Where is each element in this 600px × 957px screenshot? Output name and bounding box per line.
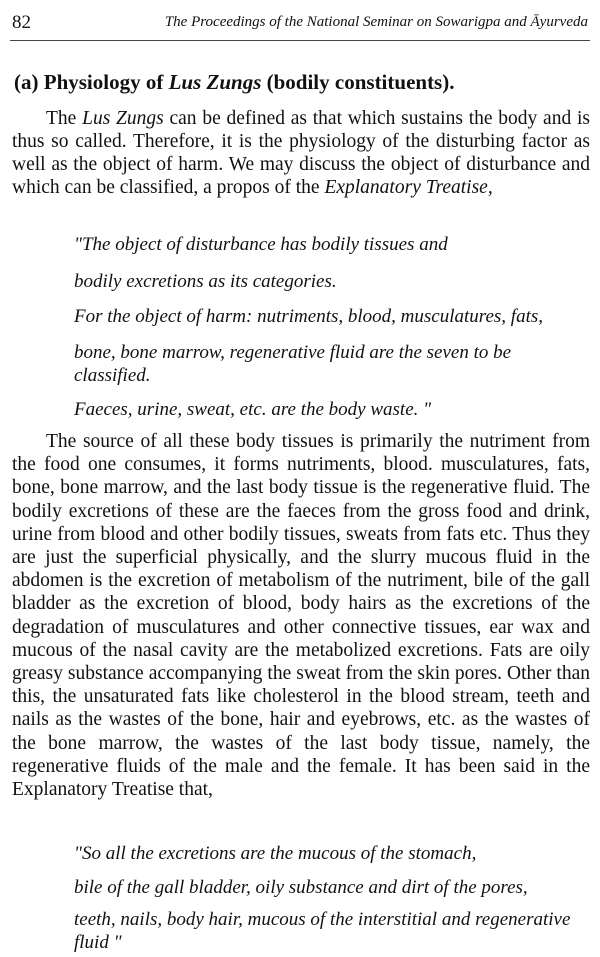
section-heading xyxy=(14,70,590,95)
quote1-line5: Faeces, urine, sweat, etc. are the body waste. " xyxy=(74,399,432,420)
quote2-line1: "So all the excretions are the mucous of the stomach, xyxy=(74,843,477,864)
para1-italic-source: Explanatory Treatise, xyxy=(324,177,493,198)
quote2-line2: bile of the gall bladder, oily substance and dirt of the pores, xyxy=(74,877,528,898)
quote2-line3: teeth, nails, body hair, mucous of the interstitial and regenerative fluid " xyxy=(74,909,571,953)
running-title: The Proceedings of the National Seminar on Sowarigpa and Āyurveda xyxy=(164,14,588,30)
quote1-line1: "The object of disturbance has bodily tissues and xyxy=(74,234,448,255)
para1-italic-term: Lus Zungs xyxy=(82,108,164,129)
page-number: 82 xyxy=(12,12,31,33)
header-rule xyxy=(10,40,590,41)
para1-text-2: can be defined as that which sustains the body and is thus so called. Therefore, it is the physiology of the disturbing factor as well as the object of harm. We may discuss the object of disturbance and which can be classified, a propos of the xyxy=(12,108,590,198)
paragraph-intro xyxy=(12,107,590,199)
heading-italic: Lus Zungs xyxy=(168,70,262,94)
quote1-line4: bone, bone marrow, regenerative fluid are the seven to be classified. xyxy=(74,342,512,386)
paragraph-body xyxy=(12,430,590,801)
heading-suffix: (bodily constituents). xyxy=(261,70,455,94)
para1-text-1: The xyxy=(46,108,83,129)
para2-text: The source of all these body tissues is primarily the nutriment from the food one consumes, it forms nutriments, blood. musculatures, fats, bone, bone marrow, and the last body tissue is the regenerative fluid. The bodily excretions of these are the faeces from the gross food and drink, urine from blood and other bodily tissues, sweats from fats etc. Thus they are just the superficial physically, and the slurry mucous fluid in the abdomen is the excretion of metabolism of the nutriment, bile of the gall bladder as the excretion of blood, body hairs as the excretions of the degradation of musculatures and other connective tissues, ear wax and mucous of the nasal cavity are the metabolized excretions. Fats are oily greasy substance accompanying the sweat from the skin pores. Other than this, the unsaturated fats like cholesterol in the blood stream, teeth and nails as the wastes of the bone, hair and eyebrows, etc. as the wastes of the bone marrow, the wastes of the last body tissue, namely, the regenerative fluids of the male and the female. It has been said in the Explanatory Treatise that, xyxy=(12,431,590,801)
heading-prefix: (a) Physiology of xyxy=(14,70,169,94)
page-header xyxy=(12,12,588,40)
quote1-line2: bodily excretions as its categories. xyxy=(74,271,337,292)
quote1-line3: For the object of harm: nutriments, blood, musculatures, fats, xyxy=(74,306,543,327)
